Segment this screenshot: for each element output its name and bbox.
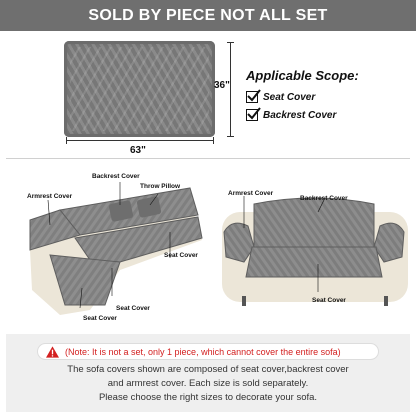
header-bar: [0, 0, 416, 31]
description-line: and armrest cover. Each size is sold separately.: [107, 378, 309, 389]
scope-title: Applicable Scope:: [246, 68, 359, 83]
callout-backrest-cover: Backrest Cover: [300, 195, 348, 202]
callout-throw-pillow: Throw Pillow: [140, 183, 181, 190]
height-dimension-line: [230, 42, 231, 137]
scope-item-label: Backrest Cover: [263, 109, 337, 121]
section-divider: [6, 158, 410, 159]
scope-item-seat: [246, 91, 315, 103]
callout-armrest-cover: Armrest Cover: [228, 190, 274, 197]
width-label: 63": [130, 145, 146, 156]
page-title: SOLD BY PIECE NOT ALL SET: [88, 6, 328, 24]
callout-seat-cover-mid: Seat Cover: [116, 305, 150, 312]
height-label: 36": [214, 80, 230, 91]
cover-mat-image: [64, 41, 215, 137]
sectional-sofa-image: [20, 180, 210, 320]
callout-backrest-cover: Backrest Cover: [92, 173, 140, 180]
callout-seat-cover: Seat Cover: [312, 297, 346, 304]
warning-text: (Note: It is not a set, only 1 piece, which cannot cover the entire sofa): [65, 346, 341, 357]
callout-armrest-cover: Armrest Cover: [27, 193, 73, 200]
scope-item-backrest: [246, 109, 336, 121]
callout-seat-cover-right: Seat Cover: [164, 252, 198, 259]
check-icon: [246, 91, 258, 103]
check-icon: [246, 109, 258, 121]
width-dimension-line: [66, 140, 214, 141]
callout-seat-cover-left: Seat Cover: [83, 315, 117, 322]
warning-badge: [37, 343, 379, 360]
warning-icon: [46, 346, 59, 358]
description-line: Please choose the right sizes to decorate your sofa.: [98, 392, 318, 403]
description-line: The sofa covers shown are composed of seat cover,backrest cover: [67, 364, 349, 375]
scope-item-label: Seat Cover: [263, 91, 316, 103]
loveseat-image: [214, 192, 414, 312]
